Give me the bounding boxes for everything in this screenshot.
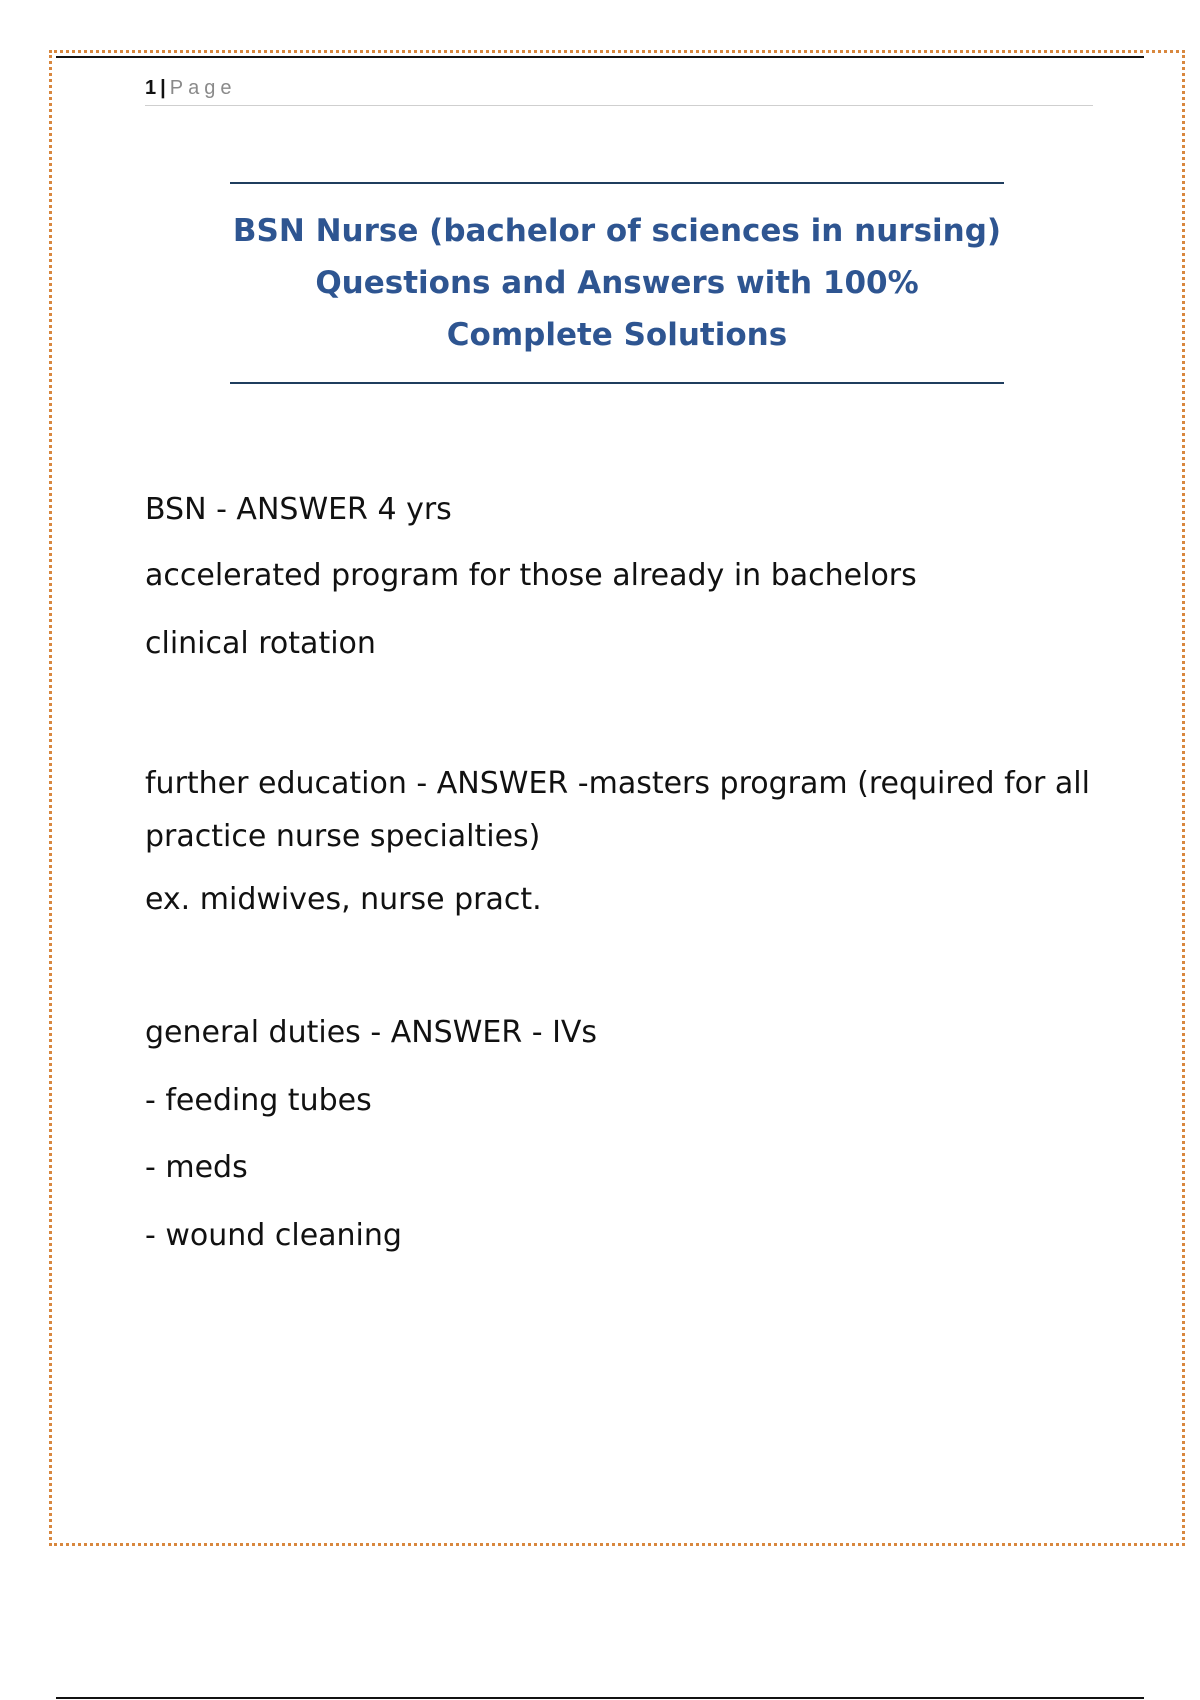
qa-line: ex. midwives, nurse pract. (145, 882, 542, 917)
page-header (145, 74, 1093, 106)
qa-line: general duties - ANSWER - IVs (145, 1015, 598, 1050)
qa-line: clinical rotation (145, 626, 376, 661)
qa-line: - meds (145, 1150, 248, 1185)
title-block (230, 182, 1004, 384)
page-separator: | (160, 77, 166, 99)
qa-line: - wound cleaning (145, 1218, 402, 1253)
page-label: Page (169, 77, 237, 99)
qa-line: BSN - ANSWER 4 yrs (145, 492, 452, 527)
qa-line: - feeding tubes (145, 1083, 372, 1118)
document-title: BSN Nurse (bachelor of sciences in nursing) Questions and Answers with 100% Complete Solutions (232, 213, 1002, 353)
top-rule (56, 56, 1144, 58)
qa-line: accelerated program for those already in bachelors (145, 558, 917, 593)
qa-line: further education - ANSWER -masters program (required for all practice nurse specialties) (145, 766, 1090, 854)
bottom-rule (56, 1697, 1144, 1699)
page-number: 1 (145, 77, 157, 99)
